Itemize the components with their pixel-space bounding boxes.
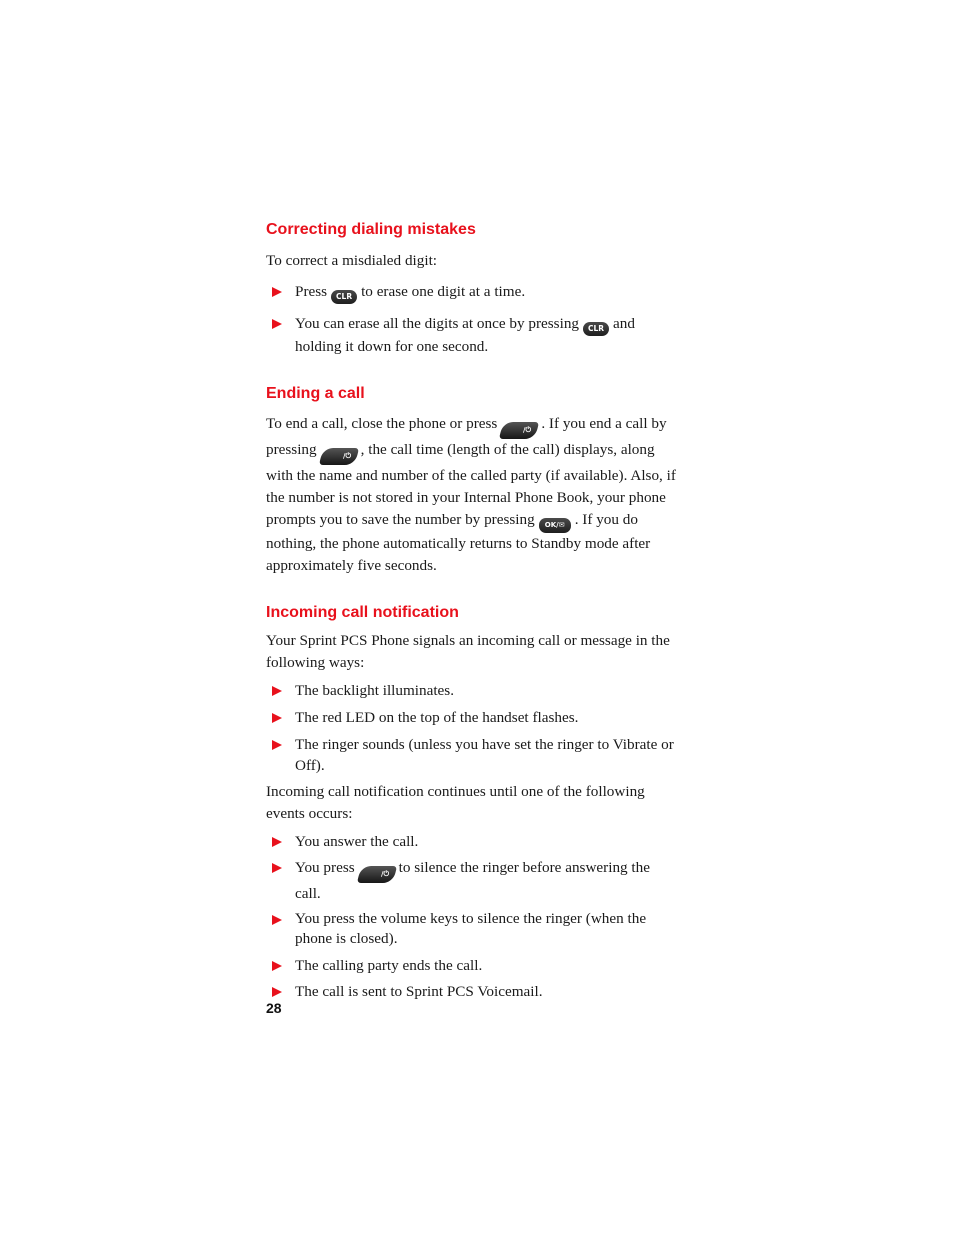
bullet-arrow-icon [272,686,282,696]
clr-key-icon: CLR [583,322,609,336]
end-key-icon: /⏻ [357,866,397,883]
heading-ending-a-call: Ending a call [266,385,365,402]
clr-key-icon: CLR [331,290,357,304]
bullet-arrow-icon [272,713,282,723]
bullet-arrow-icon [272,863,282,873]
end-key-icon: /⏻ [319,448,359,465]
bullet-arrow-icon [272,837,282,847]
bullet-arrow-icon [272,319,282,329]
end-key-icon: /⏻ [499,422,539,439]
bullet-arrow-icon [272,740,282,750]
notification-events-list [266,831,676,1003]
incoming-intro: Your Sprint PCS Phone signals an incoming call or message in the following ways: [266,632,670,671]
list-item: The ringer sounds (unless you have set the ringer to Vibrate or Off). [266,734,676,776]
list-item: The call is sent to Sprint PCS Voicemail. [266,981,676,1003]
heading-incoming-call-notification: Incoming call notification [266,604,459,621]
bullet-arrow-icon [272,961,282,971]
list-item: You press /⏻ to silence the ringer before answering the call. [266,857,676,904]
ending-paragraph: To end a call, close the phone or press /⏻ . If you end a call by pressing /⏻ , the call time (length of the call) displays, along with the name and number of the called party (if available). Also, if the number is not stored in your Internal Phone Book, your phone prompts you to save the number by pressing OK/✉ . If you do nothing, the phone automatically returns to Standby mode after approximately five seconds. [266,415,676,574]
list-item: The red LED on the top of the handset flashes. [266,707,676,729]
incoming-continues: Incoming call notification continues until one of the following events occurs: [266,783,645,822]
bullet-arrow-icon [272,287,282,297]
heading-correcting-dialing-mistakes: Correcting dialing mistakes [266,221,476,238]
list-item: The backlight illuminates. [266,680,676,702]
bullet-arrow-icon [272,987,282,997]
document-page [266,216,676,1003]
correcting-bullet-list [266,281,676,358]
ok-key-icon: OK/✉ [539,518,571,533]
notification-ways-list [266,680,676,776]
list-item: You press the volume keys to silence the ringer (when the phone is closed). [266,909,676,949]
list-item: Press CLR to erase one digit at a time. [266,281,676,304]
list-item: You can erase all the digits at once by pressing CLR and holding it down for one second. [266,313,676,358]
bullet-arrow-icon [272,915,282,925]
page-number: 28 [266,1000,282,1016]
list-item: You answer the call. [266,831,676,853]
correcting-intro: To correct a misdialed digit: [266,252,438,269]
list-item: The calling party ends the call. [266,955,676,977]
